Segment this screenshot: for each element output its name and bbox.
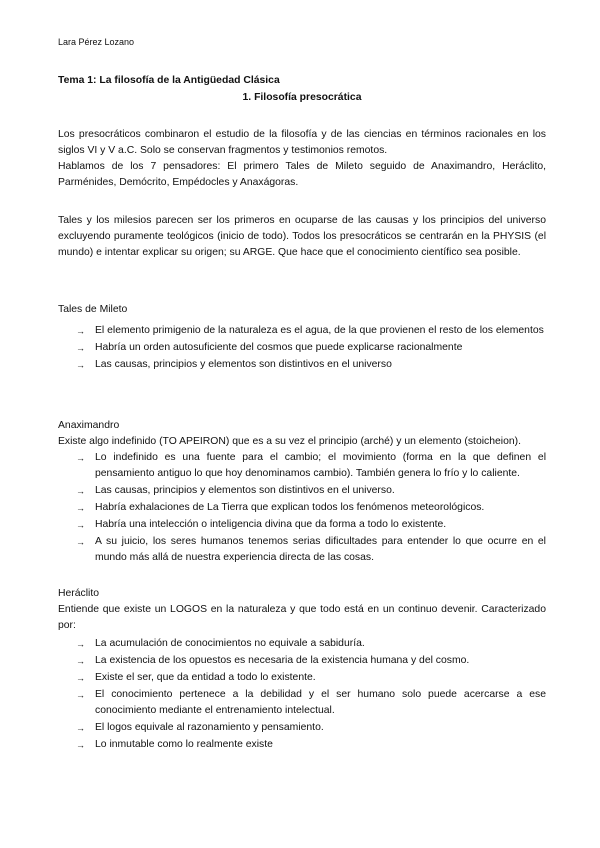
- list-item: → Habría exhalaciones de La Tierra que explican todos los fenómenos meteorológicos.: [58, 500, 546, 516]
- heraclito-intro: Entiende que existe un LOGOS en la naturaleza y que todo está en un continuo devenir. Caracterizado por:: [58, 604, 546, 631]
- arrow-bullet-icon: →: [76, 503, 85, 513]
- list-item: → Lo inmutable como lo realmente existe: [58, 737, 546, 753]
- list-item: → La acumulación de conocimientos no equivale a sabiduría.: [58, 636, 546, 652]
- list-item: → Habría una intelección o inteligencia divina que da forma a todo lo existente.: [58, 517, 546, 533]
- list-item: → Habría un orden autosuficiente del cosmos que puede explicarse racionalmente: [58, 340, 546, 356]
- author-name: Lara Pérez Lozano: [58, 37, 135, 47]
- intro-paragraph-1: Los presocráticos combinaron el estudio de la filosofía y de las ciencias en términos racionales en los siglos VI y V a.C. Solo se conservan fragmentos y testimonios remotos.: [58, 129, 546, 156]
- arrow-bullet-icon: →: [76, 740, 85, 750]
- arrow-bullet-icon: →: [76, 723, 85, 733]
- arrow-bullet-icon: →: [76, 326, 85, 336]
- anaximandro-intro: Existe algo indefinido (TO APEIRON) que es a su vez el principio (arché) y un elemento (stoicheion).: [58, 436, 521, 447]
- list-item: → A su juicio, los seres humanos tenemos serias dificultades para entender lo que ocurre en el mundo más allá de nuestra experiencia directa de las cosas.: [76, 536, 546, 563]
- arrow-bullet-icon: →: [76, 520, 85, 530]
- tales-list: [58, 323, 546, 374]
- list-item: → Las causas, principios y elementos son distintivos en el universo: [58, 357, 546, 373]
- list-item: → Las causas, principios y elementos son distintivos en el universo.: [58, 483, 546, 499]
- intro-paragraph-3: Tales y los milesios parecen ser los primeros en ocuparse de las causas y los principios del universo excluyendo puramente teológicos (inicio de todo). Todos los presocráticos se centrarán en la PHYSIS (el mundo) e intentar explicar su origen; su ARGE. Que hace que el conocimiento científico sea posible.: [58, 215, 546, 258]
- arrow-bullet-icon: →: [76, 453, 85, 463]
- list-item: → Existe el ser, que da entidad a todo lo existente.: [58, 670, 546, 686]
- arrow-bullet-icon: →: [76, 673, 85, 683]
- arrow-bullet-icon: →: [76, 360, 85, 370]
- arrow-bullet-icon: →: [76, 343, 85, 353]
- arrow-bullet-icon: →: [76, 656, 85, 666]
- heraclito-list: [58, 636, 546, 754]
- section-heading: 1. Filosofía presocrática: [242, 92, 362, 103]
- arrow-bullet-icon: →: [76, 690, 85, 700]
- list-item: → El elemento primigenio de la naturaleza es el agua, de la que provienen el resto de los elementos: [58, 323, 546, 339]
- list-item: → Lo indefinido es una fuente para el cambio; el movimiento (forma en la que definen el pensamiento antiguo lo que hoy denominamos cambio). También genera lo frío y lo caliente.: [76, 452, 546, 479]
- arrow-bullet-icon: →: [76, 639, 85, 649]
- anaximandro-list: [58, 450, 546, 567]
- tales-title: Tales de Mileto: [58, 304, 128, 315]
- anaximandro-title: Anaximandro: [58, 420, 120, 431]
- list-item: → El logos equivale al razonamiento y pensamiento.: [58, 720, 546, 736]
- heraclito-title: Heráclito: [58, 588, 99, 599]
- topic-title: Tema 1: La filosofía de la Antigüedad Clásica: [58, 75, 280, 86]
- arrow-bullet-icon: →: [76, 486, 85, 496]
- intro-paragraph-2: Hablamos de los 7 pensadores: El primero Tales de Mileto seguido de Anaximandro, Heráclito, Parménides, Demócrito, Empédocles y Anaxágoras.: [58, 161, 546, 188]
- list-item: → El conocimiento pertenece a la debilidad y el ser humano solo puede acercarse a ese conocimiento mediante el entrenamiento intelectual.: [76, 689, 546, 716]
- list-item: → La existencia de los opuestos es necesaria de la existencia humana y del cosmo.: [58, 653, 546, 669]
- arrow-bullet-icon: →: [76, 537, 85, 547]
